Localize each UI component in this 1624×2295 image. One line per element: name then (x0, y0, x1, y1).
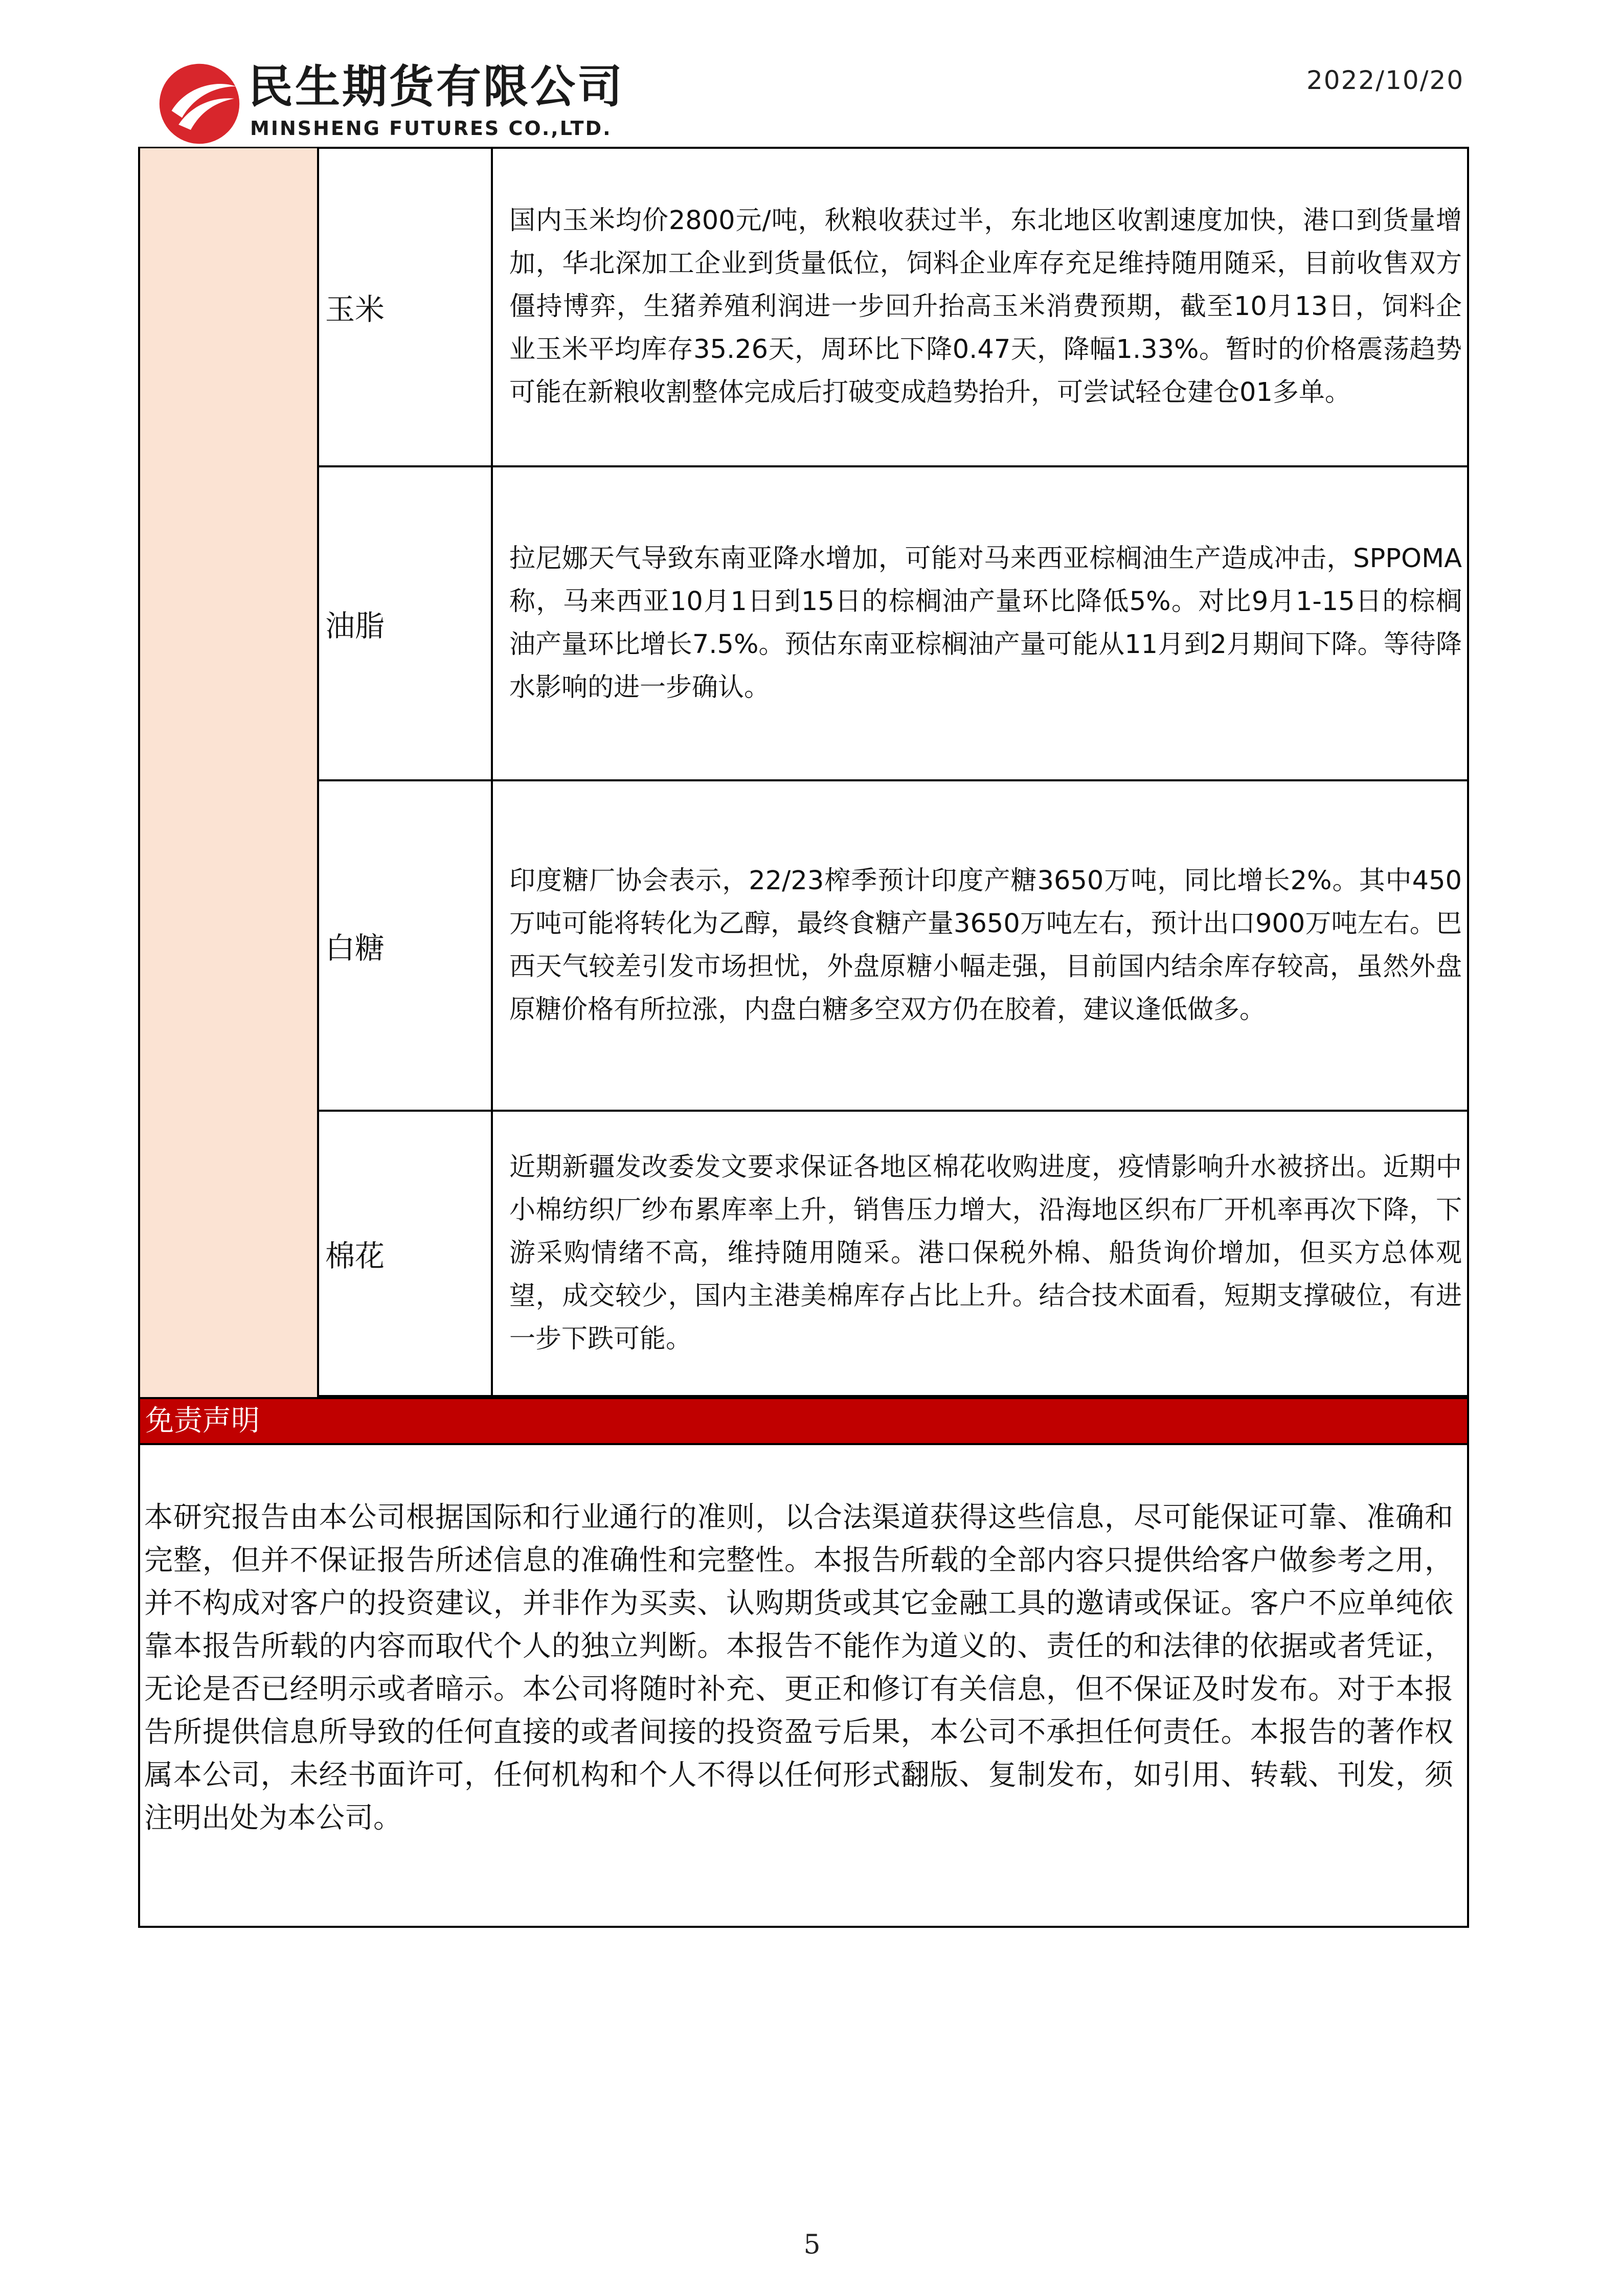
report-date: 2022/10/20 (1306, 65, 1464, 95)
commodity-analysis: 国内玉米均价2800元/吨，秋粮收获过半，东北地区收割速度加快，港口到货量增加，华北深加工企业到货量低位，饲料企业库存充足维持随用随采，目前收售双方僵持博弈，生猪养殖利润进一步回升抬高玉米消费预期，截至10月13日，饲料企业玉米平均库存35.26天，周环比下降0.47天，降幅1.33%。暂时的价格震荡趋势可能在新粮收割整体完成后打破变成趋势抬升，可尝试轻仓建仓01多单。 (509, 206, 1462, 408)
table-row (319, 1112, 1469, 1397)
disclaimer-title: 免责声明 (138, 1397, 1469, 1445)
commodity-analysis: 拉尼娜天气导致东南亚降水增加，可能对马来西亚棕榈油生产造成冲击，SPPOMA称，马来西亚10月1日到15日的棕榈油产量环比降低5%。对比9月1-15日的棕榈油产量环比增长7.5%。预估东南亚棕榈油产量可能从11月到2月期间下降。等待降水影响的进一步确认。 (509, 544, 1462, 703)
commodity-name: 玉米 (319, 148, 493, 465)
table-row (319, 467, 1469, 781)
commodity-name: 油脂 (319, 467, 493, 779)
disclaimer-text: 本研究报告由本公司根据国际和行业通行的准则，以合法渠道获得这些信息，尽可能保证可靠、准确和完整，但并不保证报告所述信息的准确性和完整性。本报告所载的全部内容只提供给客户做参考之用，并不构成对客户的投资建议，并非作为买卖、认购期货或其它金融工具的邀请或保证。客户不应单纯依靠本报告所载的内容而取代个人的独立判断。本报告不能作为道义的、责任的和法律的依据或者凭证，无论是否已经明示或者暗示。本公司将随时补充、更正和修订有关信息，但不保证及时发布。对于本报告所提供信息所导致的任何直接的或者间接的投资盈亏后果，本公司不承担任何责任。本报告的著作权属本公司，未经书面许可，任何机构和个人不得以任何形式翻版、复制发布，如引用、转载、刊发，须注明出处为本公司。 (144, 1501, 1453, 1835)
page-number: 5 (803, 2230, 821, 2260)
section-sidebar (138, 148, 319, 1397)
table-row (319, 781, 1469, 1112)
page-header (0, 0, 1624, 148)
table-row (319, 148, 1469, 467)
minsheng-logo-icon (156, 60, 243, 147)
company-name-en: MINSHENG FUTURES CO.,LTD. (250, 117, 612, 140)
company-logo (156, 56, 667, 148)
commodity-analysis: 近期新疆发改委发文要求保证各地区棉花收购进度，疫情影响升水被挤出。近期中小棉纺织厂纱布累库率上升，销售压力增大，沿海地区织布厂开机率再次下降，下游采购情绪不高，维持随用随采。港口保税外棉、船货询价增加，但买方总体观望，成交较少，国内主港美棉库存占比上升。结合技术面看，短期支撑破位，有进一步下跌可能。 (509, 1152, 1462, 1354)
commodity-name: 白糖 (319, 781, 493, 1110)
company-name-cn: 民生期货有限公司 (248, 60, 625, 113)
commodity-name: 棉花 (319, 1112, 493, 1395)
commodity-analysis: 印度糖厂协会表示，22/23榨季预计印度产糖3650万吨，同比增长2%。其中450万吨可能将转化为乙醇，最终食糖产量3650万吨左右，预计出口900万吨左右。巴西天气较差引发市场担忧，外盘原糖小幅走强，目前国内结余库存较高，虽然外盘原糖价格有所拉涨，内盘白糖多空双方仍在胶着，建议逢低做多。 (509, 866, 1462, 1025)
disclaimer-box (138, 1445, 1469, 1928)
